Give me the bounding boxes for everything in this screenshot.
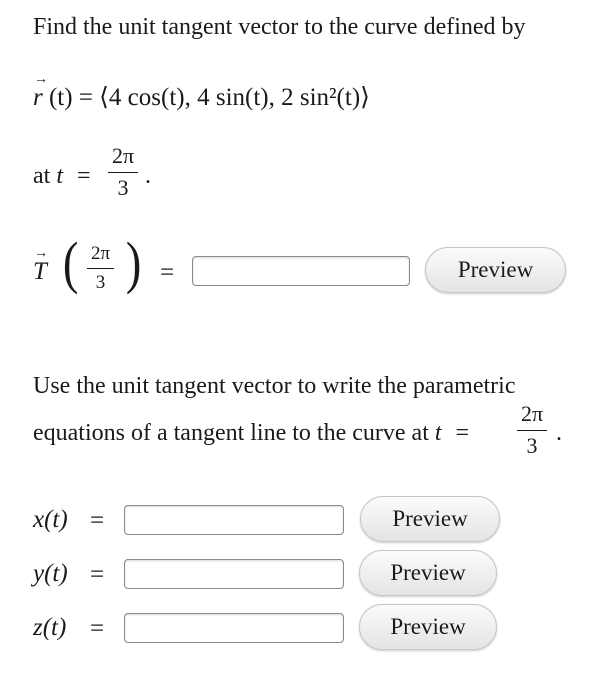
curve-definition <box>33 72 370 112</box>
z-equation-label: z(t) <box>33 614 67 641</box>
x-equation-input[interactable] <box>124 505 344 535</box>
equals-sign: = <box>90 507 105 534</box>
right-paren-icon: ) <box>125 230 142 295</box>
fraction-numerator: 2π <box>517 403 547 431</box>
equals-sign: = <box>90 561 105 588</box>
problem-intro: Find the unit tangent vector to the curve defined by <box>33 14 526 40</box>
fraction-numerator: 2π <box>108 145 138 173</box>
vector-arrow-icon: → <box>34 72 48 87</box>
part2-t-fraction <box>517 403 547 457</box>
vector-arrow-icon: → <box>34 246 48 261</box>
problem-t-fraction <box>108 145 138 199</box>
fraction-numerator: 2π <box>87 244 114 269</box>
r-definition: (t) = ⟨4 cos(t), 4 sin(t), 2 sin²(t)⟩ <box>48 84 370 111</box>
tangent-preview-button[interactable]: Preview <box>425 247 566 293</box>
tangent-vector-input[interactable] <box>192 256 410 286</box>
left-paren-icon: ( <box>62 230 79 295</box>
tangent-t-fraction <box>87 244 114 292</box>
x-preview-button[interactable]: Preview <box>360 496 500 542</box>
z-preview-button[interactable]: Preview <box>359 604 497 650</box>
r-vector-symbol: → r <box>33 72 48 111</box>
period: . <box>145 163 151 189</box>
T-vector-symbol: → T <box>33 246 48 285</box>
fraction-denominator: 3 <box>117 175 129 200</box>
fraction-denominator: 3 <box>526 433 538 458</box>
y-equation-input[interactable] <box>124 559 344 589</box>
part2-line1: Use the unit tangent vector to write the parametric <box>33 373 516 399</box>
equals-sign: = <box>160 259 175 286</box>
y-equation-label: y(t) <box>33 560 68 587</box>
z-equation-input[interactable] <box>124 613 344 643</box>
fraction-denominator: 3 <box>95 272 106 293</box>
period: . <box>556 420 562 446</box>
at-t-label: at t = <box>33 163 91 189</box>
y-preview-button[interactable]: Preview <box>359 550 497 596</box>
x-equation-label: x(t) <box>33 506 68 533</box>
equals-sign: = <box>90 615 105 642</box>
part2-line2: equations of a tangent line to the curve at t = <box>33 420 470 446</box>
